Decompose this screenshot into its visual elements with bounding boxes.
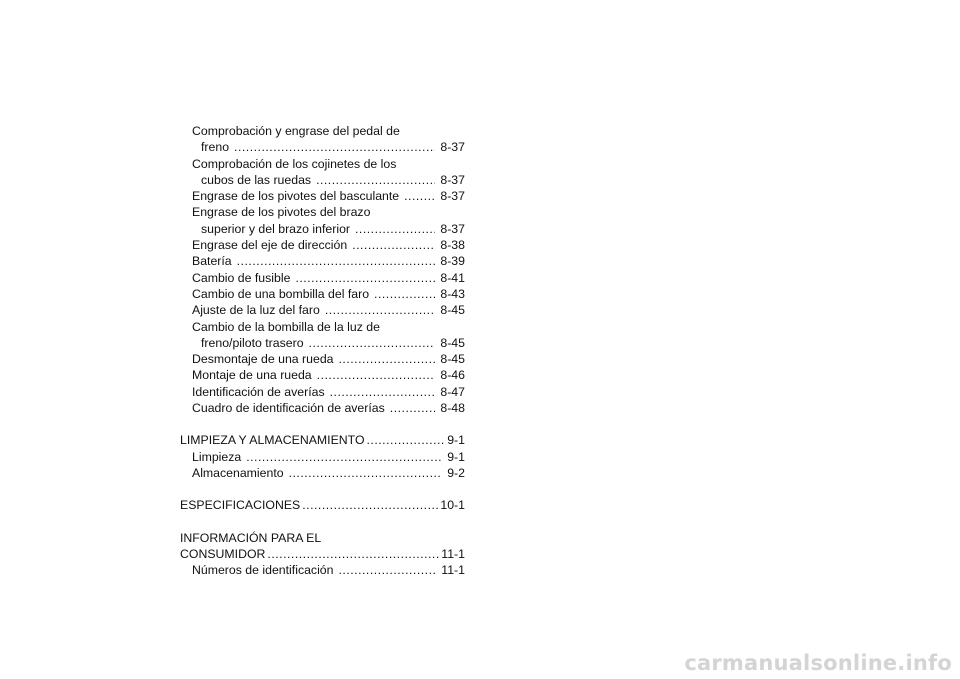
toc-page-number: 8-37 — [440, 221, 465, 236]
toc-page-number: 8-43 — [440, 286, 465, 301]
toc-entry[interactable] — [180, 253, 465, 269]
toc-entry-title: cubos de las ruedas — [201, 172, 312, 187]
toc-entry[interactable] — [180, 465, 465, 481]
leader-dots — [355, 221, 435, 237]
toc-page-number: 8-39 — [440, 254, 465, 269]
leader-dots — [330, 384, 436, 400]
toc-page-number: 8-37 — [440, 140, 465, 155]
toc-page-number: 11-1 — [441, 563, 465, 578]
toc-entry[interactable] — [180, 237, 465, 253]
table-of-contents — [180, 123, 465, 578]
toc-page-number: 8-45 — [440, 335, 465, 350]
leader-dots — [237, 253, 436, 269]
toc-section-title: CONSUMIDOR — [180, 546, 266, 561]
toc-entry-title: Comprobación de los cojinetes de los — [192, 156, 397, 171]
toc-section-title: ESPECIFICACIONES — [180, 498, 301, 513]
watermark: carmanualsonline.info — [684, 651, 952, 675]
leader-dots — [325, 302, 436, 318]
toc-entry[interactable] — [180, 335, 465, 351]
toc-entry-title: Cambio de la bombilla de la luz de — [192, 319, 380, 334]
toc-page-number: 8-38 — [440, 238, 465, 253]
toc-entry-title: freno — [201, 140, 230, 155]
toc-entry-title: Números de identificación — [192, 563, 334, 578]
toc-page-number: 9-2 — [447, 465, 465, 480]
toc-entry-title: Comprobación y engrase del pedal de — [192, 124, 400, 138]
toc-page-number: 8-45 — [440, 352, 465, 367]
toc-entry[interactable] — [180, 351, 465, 367]
toc-entry-title: Desmontaje de una rueda — [192, 352, 334, 367]
toc-entry[interactable] — [180, 188, 465, 204]
leader-dots — [339, 351, 436, 367]
toc-entry-title: Identificación de averías — [192, 384, 325, 399]
leader-dots — [404, 188, 435, 204]
toc-section-heading[interactable] — [180, 497, 465, 513]
toc-page-number: 11-1 — [441, 546, 465, 561]
toc-entry[interactable] — [180, 286, 465, 302]
toc-entry-title: Engrase de los pivotes del brazo — [192, 205, 371, 220]
toc-entry-title: superior y del brazo inferior — [201, 221, 350, 236]
leader-dots — [302, 497, 439, 513]
toc-section-heading[interactable] — [180, 432, 465, 448]
toc-entry-title: Cambio de fusible — [192, 270, 291, 285]
toc-page-number: 8-48 — [440, 401, 465, 416]
toc-entry-title: Engrase de los pivotes del basculante — [192, 189, 400, 204]
toc-entry-title: Cambio de una bombilla del faro — [192, 286, 370, 301]
toc-page-number: 9-1 — [447, 449, 465, 464]
toc-section-heading[interactable] — [180, 546, 465, 562]
toc-page-number: 8-47 — [440, 384, 465, 399]
toc-page-number: 9-1 — [447, 433, 465, 448]
toc-page-number: 8-41 — [440, 270, 465, 285]
leader-dots — [246, 449, 442, 465]
toc-entry[interactable] — [180, 367, 465, 383]
leader-dots — [317, 367, 436, 383]
leader-dots — [374, 286, 435, 302]
toc-entry-title: Engrase del eje de dirección — [192, 238, 348, 253]
toc-entry[interactable] — [180, 562, 465, 578]
toc-entry[interactable] — [180, 172, 465, 188]
toc-entry[interactable] — [180, 139, 465, 155]
toc-entry[interactable] — [180, 400, 465, 416]
toc-page-number: 8-46 — [440, 368, 465, 383]
leader-dots — [289, 465, 443, 481]
toc-entry[interactable] — [180, 221, 465, 237]
toc-entry[interactable] — [180, 384, 465, 400]
toc-entry[interactable] — [180, 270, 465, 286]
toc-page-number: 8-37 — [440, 172, 465, 187]
section-spacer — [180, 514, 465, 530]
toc-entry[interactable] — [180, 449, 465, 465]
leader-dots — [267, 546, 440, 562]
toc-entry-title: Limpieza — [192, 449, 242, 464]
leader-dots — [367, 432, 447, 448]
toc-page-number: 8-37 — [440, 189, 465, 204]
leader-dots — [352, 237, 435, 253]
section-spacer — [180, 481, 465, 497]
section-spacer — [180, 416, 465, 432]
leader-dots — [234, 139, 435, 155]
toc-section-title: LIMPIEZA Y ALMACENAMIENTO — [180, 433, 365, 448]
toc-page-number: 10-1 — [440, 498, 465, 513]
toc-entry-title: Ajuste de la luz del faro — [192, 303, 320, 318]
toc-entry[interactable] — [180, 302, 465, 318]
leader-dots — [390, 400, 436, 416]
toc-entry-title: Almacenamiento — [192, 465, 284, 480]
toc-entry-title: freno/piloto trasero — [201, 335, 304, 350]
leader-dots — [309, 335, 436, 351]
toc-page-number: 8-45 — [440, 303, 465, 318]
leader-dots — [295, 270, 435, 286]
toc-entry-title: Montaje de una rueda — [192, 368, 312, 383]
toc-section-title: INFORMACIÓN PARA EL — [180, 530, 322, 545]
toc-entry-title: Batería — [192, 254, 232, 269]
leader-dots — [316, 172, 435, 188]
leader-dots — [339, 562, 437, 578]
toc-entry-title: Cuadro de identificación de averías — [192, 401, 385, 416]
